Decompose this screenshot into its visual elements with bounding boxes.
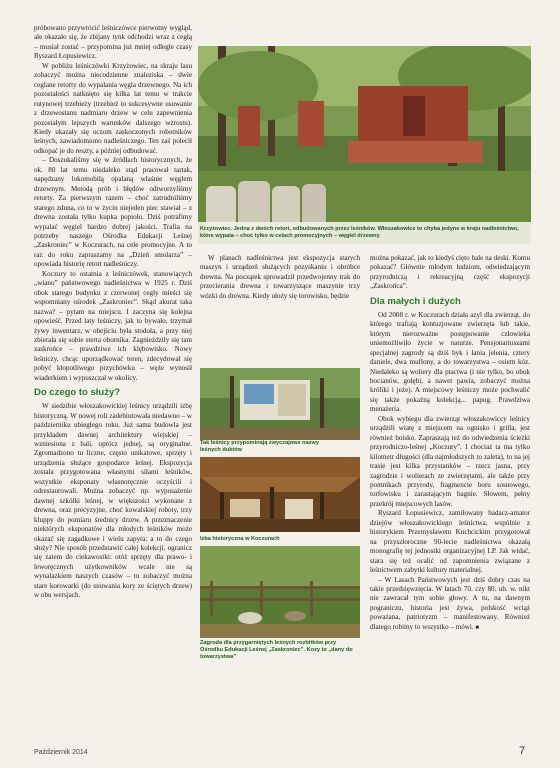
paragraph: Obok wybiegu dla zwierząt włoszakowiccy leśnicy urządzili wiatę z miejscem na ognisko i grilla, jest również boisko. Zapraszają też do odwiedzenia ścieżki przyrodniczo-leśnej „Koczury”. I chociaż ta ma tylko kilometr długości (dla najmłodszych to zaleta), to na jej trasie jest kilka przystanków – rzecz jasna, przy zagrodzie i wolierach ze zwierzętami, ale także przy pomnikach przyrody, fragmencie boru sosnowego, torfowisku i zarastającym bagnie. Słowem, pełny przekrój miejscowych lasów.	[370, 414, 530, 508]
paragraph	[370, 576, 530, 634]
animals-photo	[200, 546, 360, 638]
paragraph: – Doszukaliśmy się w źródłach historycznych, że ok. 80 lat temu niedaleko stąd pracował tartak, napędzany lokomobilą opalaną właśnie węglem drzewnym. Metodą prób i błędów odtworzyliśmy retorty. Za pierwszym razem – choć zatrudniliśmy starego zduna, co to w życiu niejeden piec stawiał – z drewna została tylko kupka popiołu. Dziś potrafimy wypalać węgiel bardzo dobrej jakości. Trafia na potrzeby naszego Ośrodka Edukacji Leśnej „Zaskroniec” w Koczurach, na cele promocyjne. A to raz do roku zapraszamy na „Dzień smolarza” – opowiada historię retort nadleśniczy.	[34, 156, 192, 269]
paragraph: Ryszard Łopusiewicz, zamiłowany badacz-amator dziejów włoszakowickiego leśnictwa, wspólnie z historykiem Przemysławem Kuchcickim przygotował na przyszłoroczne 90-lecie nadleśnictwa okazałą monografię tej jednostki organizacyjnej LP. Jak widać, stara się też ocalić od zapomnienia związane z leśnictwem zabytki kultury materialnej.	[370, 509, 530, 575]
paragraph: W siedzibie włoszakowickiej leśnicy urządzili izbę historyczną. W nowej roli zadebiutowała niedawno – w październiku ubiegłego roku. Już sama budowla jest przykładem dawnej architektury wiejskiej – wzniesiona z bali, oprócz jednej, są oryginalne. Zgromadzono tu liczne, często unikatowe, sprzęty i urządzenia służące gospodarce leśnej. Ekspozycja została przygotowana własnymi siłami leśników, wszystkie eksponaty własnoręcznie oczyścili i odrestaurowali. Można zobaczyć np. wyposażenie dawnej szkółki leśnej, w większości wykonane z drewna, oraz precyzyjne, choć kowalskiej roboty, trzy kluppy do pomiaru średnicy drzew. A przeznaczenie niektórych eksponatów dla młodych leśników może okazać się zagadkowe i wielu zapyta: a to do czego służy? Nie sposób przedstawić całej kolekcji, ogranicz się zatem do ciekawostki: otóż sprzęty dla prawo- i leworęcznych użytkowników wcale nie są wynalazkiem naszych czasów – tu zobaczyć można stare korowarki (do usuwania kory ze ściętych drzew) w obu wersjach.	[34, 402, 192, 600]
animals-photo-caption: Zagroda dla przygarniętych leśnych rozbitków przy Ośrodku Edukacji Leśnej „Zaskroniec”. Kozy to „dany do towarzystwa”	[200, 640, 353, 660]
column-3	[370, 254, 530, 744]
page-number: 7	[519, 745, 526, 757]
end-mark: ■	[475, 624, 480, 631]
room-photo-caption: Izba historyczna w Koczurach	[200, 536, 280, 542]
boards-photo	[200, 368, 360, 440]
column-2	[200, 254, 360, 302]
issue-date: Październik 2014	[34, 749, 88, 756]
paragraph: W pobliżu leśniczówki Krzyżowiec, na skraju lasu zobaczyć można niecodzienne znaleziska – dwie ceglane retorty do wypalania węgla drzewnego. Na ich pozostałości natknięto się kilka lat temu w trakcie rutynowej trzebieży (trzebież to sukcesywne usuwanie z drzewostanu nadmiaru drzew w celu zapewnienia pozostałym lepszych warunków dalszego wzrostu). Kiedy ukazały się oczom zaskoczonych robotników leśnych, zawiadomiono nadleśniczego. Ten zaś polecił odkopać je do reszty, a później odbudować.	[34, 61, 192, 155]
retort-photo-caption: Krzyżowiec. Jedna z dwóch retort, odbudowanych przez leśników. Włoszakowice to chyba jedyne w kraju nadleśnictwo, które wypala – choć tylko w celach promocyjnych – węgiel drzewny	[200, 226, 519, 239]
boards-photo-caption: Tak leśnicy przypominają zwyczajowe nazwy leśnych duktów	[200, 440, 319, 453]
paragraph: W planach nadleśnictwa jest ekspozycja starych maszyn i urządzeń służących pozyskaniu i obróbce drewna. Na początek sprowadził przedwojenny trak do przecierania drewna i towarzyszące maszynie trzy wózki do drewna. Kiedy ułoży się torowisko, będzie	[200, 254, 360, 300]
section-heading: Dla małych i dużych	[370, 295, 461, 307]
column-1	[34, 24, 192, 742]
paragraph: można pokazać, jak to kiedyś cięto bale na deski. Komu pokazać? Głównie młodym ludziom, odwiedzającym przyrodniczą i rekreacyjną część ekspozycji „Zaskrońca”.	[370, 254, 530, 291]
retort-photo	[198, 46, 531, 244]
paragraph: Koczury to ostatnia z leśniczówek, stanowiących „wiano” państwowego nadleśnictwa w 1925 r. Dziś obok starego budynku z czerwonej cegły mieści się wspomniany ośrodek „Zaskroniec”. Skąd akurat taka nazwa? – pytam na miejscu. I zaczyna się kolejna opowieść. Przed laty leśniczy, jak to bywało, trzymał żywy inwentarz, w obejściu była stodoła, a przy niej zbierała się sobie sterta obornika. Zagnieździły się tam zaskrońce – prawdziwe ich klębowisko. Nowy leśniczy, chcąc uporządkować teren, zdecydował się pobyć kłopotliwego przychówku – węże wynosił wiaderkiem i wypuszczał w okolicy.	[34, 269, 192, 382]
room-photo	[200, 457, 360, 532]
paragraph: Od 2008 r. w Koczurach działa azyl dla zwierząt, do którego trafiają kontuzjowane zwierzęta lub takie, którym nierozważne postępowanie człowieka uniemożliwiło życie w naturze. Pensjonariuszami specjalnej zagrody są dziś byk i łania jelenia, cztery daniele, dwa muflony, a do towarzystwa – osiem kóz. Niedaleko są woliery dla ptactwa (i nie tylko, bo obok bocianów, gołębi, a nawet pawia, zobaczyć można króliki i jeże). A miejscowy leśniczy może pochwalić się także pokaźną kolekcją... papug. Prawdziwa menażeria.	[370, 310, 530, 414]
paragraph: próbowano przywrócić leśniczówce pierwotny wygląd, ale okazało się, że zbijany tynk odchodzi wraz z cegłą – musiał zostać – przypomina już mniej odległe czasy Ryszard Łopusiewicz.	[34, 24, 192, 61]
paragraph-text: – W Lasach Państwowych jest dziś dobry czas na takie przedsięwzięcia. W latach 70. czy 80. ub. w. nikt nie zawracał tym sobie głowy. A tu, na dawnym pograniczu, historia jest żywa, polskość wciąż poważana, patriotyzm – manifestowany. Również dlatego robimy to wszystko – mówi.	[370, 575, 530, 631]
section-heading: Do czego to służy?	[34, 387, 121, 399]
